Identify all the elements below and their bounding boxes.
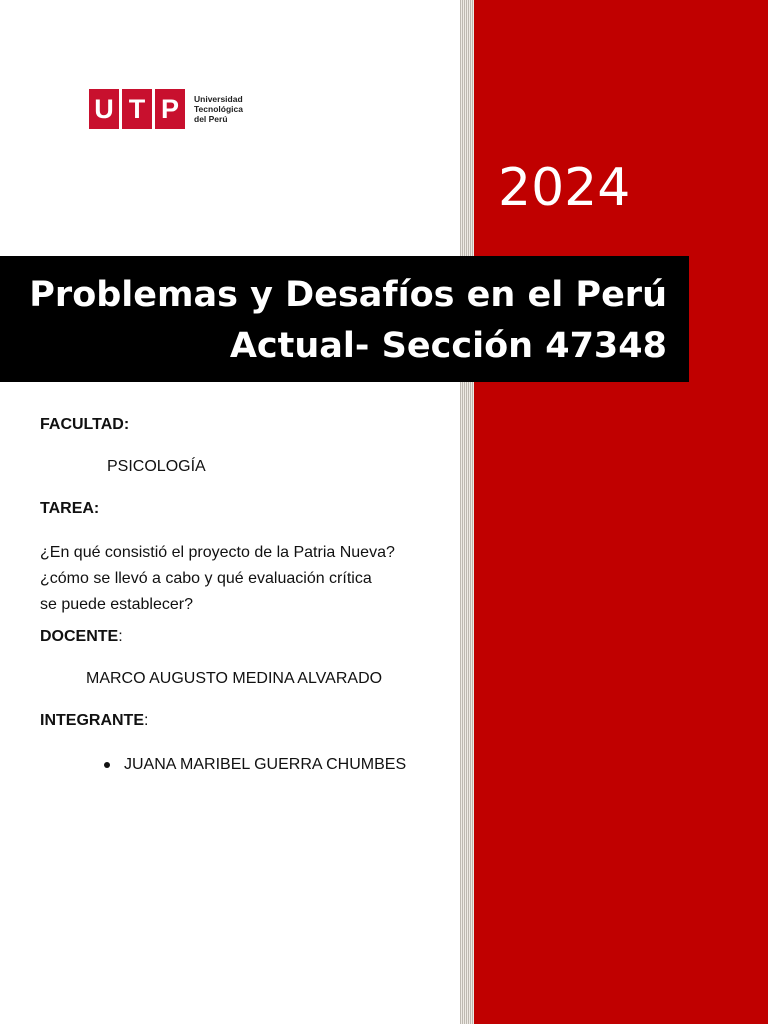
logo-letter-u: U [89, 89, 119, 129]
title-band [0, 256, 689, 382]
title-line-1: Problemas y Desafíos en el Perú [29, 275, 667, 315]
tarea-line-3: se puede establecer? [40, 596, 193, 613]
utp-logo [89, 89, 243, 129]
logo-text-line-1: Universidad [194, 94, 243, 104]
red-side-panel [474, 0, 768, 1024]
facultad-value: PSICOLOGÍA [107, 458, 206, 475]
docente-label [40, 628, 123, 646]
tarea-line-2: ¿cómo se llevó a cabo y qué evaluación crítica [40, 570, 372, 587]
docente-label-text: DOCENTE [40, 628, 119, 645]
logo-letter-p: P [155, 89, 185, 129]
tarea-text [40, 540, 395, 618]
title-line-2: Actual- Sección 47348 [229, 326, 667, 366]
integrante-label-text: INTEGRANTE [40, 712, 144, 729]
tarea-line-1: ¿En qué consistió el proyecto de la Patria Nueva? [40, 544, 395, 561]
logo-letter-t: T [122, 89, 152, 129]
document-title [29, 270, 667, 372]
docente-colon: : [118, 628, 123, 645]
docente-value: MARCO AUGUSTO MEDINA ALVARADO [86, 670, 383, 687]
logo-text-line-3: del Perú [194, 114, 228, 124]
facultad-label: FACULTAD: [40, 416, 130, 433]
bullet-icon [104, 762, 110, 768]
integrante-label [40, 712, 148, 730]
year: 2024 [498, 158, 631, 218]
logo-text-line-2: Tecnológica [194, 104, 243, 114]
integrante-name: JUANA MARIBEL GUERRA CHUMBES [124, 756, 407, 773]
logo-text [194, 94, 243, 124]
integrante-colon: : [144, 712, 149, 729]
list-item [104, 756, 406, 774]
decorative-stripe [460, 0, 474, 1024]
tarea-label: TAREA: [40, 500, 100, 517]
